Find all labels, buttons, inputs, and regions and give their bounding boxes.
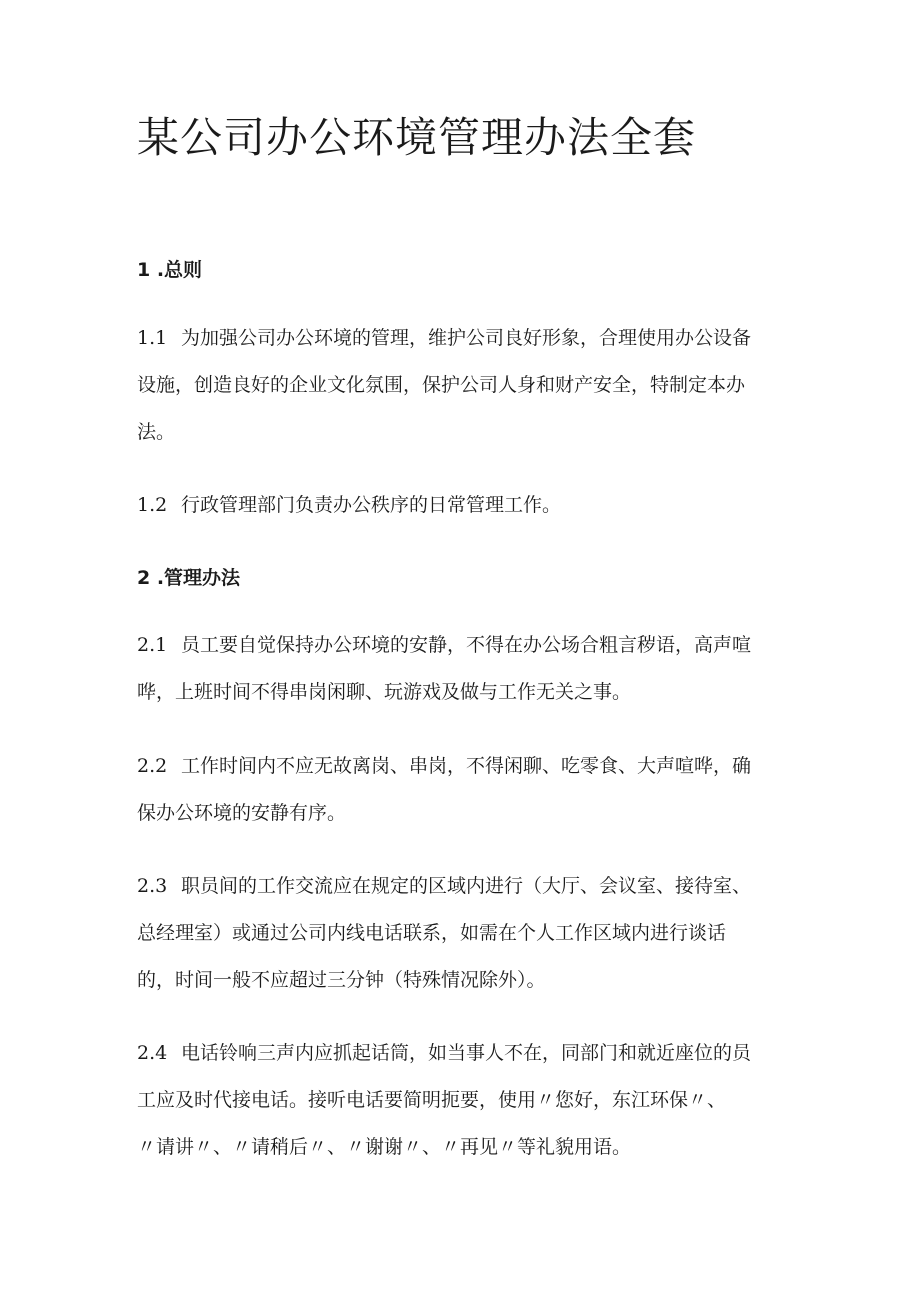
paragraph-2-4 <box>137 1030 787 1171</box>
paragraph-1-2 <box>137 482 787 529</box>
paragraph-1-1 <box>137 315 787 456</box>
paragraph-2-2 <box>137 743 787 837</box>
paragraph-number: 2.2 <box>137 755 168 777</box>
paragraph-line <box>137 622 787 669</box>
paragraph-line: 哗，上班时间不得串岗闲聊、玩游戏及做与工作无关之事。 <box>137 681 632 703</box>
paragraph-text: 工作时间内不应无故离岗、串岗，不得闲聊、吃零食、大声喧哗，确 <box>181 755 752 777</box>
paragraph-line <box>137 743 787 790</box>
paragraph-line: 总经理室）或通过公司内线电话联系，如需在个人工作区域内进行谈话 <box>137 922 727 944</box>
section-heading-management: 2 .管理办法 <box>137 567 241 589</box>
paragraph-line: 设施，创造良好的企业文化氛围，保护公司人身和财产安全，特制定本办 <box>137 374 746 396</box>
paragraph-number: 2.1 <box>137 634 168 656</box>
paragraph-number: 1.1 <box>137 327 168 349</box>
section-heading-general: 1 .总则 <box>137 259 203 281</box>
paragraph-line: 法。 <box>137 421 176 443</box>
paragraph-line <box>137 315 787 362</box>
paragraph-number: 1.2 <box>137 494 168 516</box>
paragraph-line: 〃请讲〃、〃请稍后〃、〃谢谢〃、〃再见〃等礼貌用语。 <box>137 1136 632 1158</box>
paragraph-line <box>137 482 787 529</box>
paragraph-text: 职员间的工作交流应在规定的区域内进行（大厅、会议室、接待室、 <box>181 875 752 897</box>
paragraph-line <box>137 863 787 910</box>
paragraph-line: 保办公环境的安静有序。 <box>137 802 347 824</box>
paragraph-line: 的，时间一般不应超过三分钟（特殊情况除外）。 <box>137 969 546 991</box>
paragraph-text: 员工要自觉保持办公环境的安静，不得在办公场合粗言秽语，高声喧 <box>181 634 752 656</box>
paragraph-number: 2.4 <box>137 1042 168 1064</box>
paragraph-text: 为加强公司办公环境的管理，维护公司良好形象，合理使用办公设备 <box>181 327 752 349</box>
paragraph-line: 工应及时代接电话。接听电话要简明扼要，使用〃您好，东江环保〃、 <box>137 1089 727 1111</box>
paragraph-2-3 <box>137 863 787 1004</box>
paragraph-text: 电话铃响三声内应抓起话筒，如当事人不在，同部门和就近座位的员 <box>181 1042 752 1064</box>
paragraph-text: 行政管理部门负责办公秩序的日常管理工作。 <box>181 494 562 516</box>
paragraph-number: 2.3 <box>137 875 168 897</box>
paragraph-line <box>137 1030 787 1077</box>
document-title: 某公司办公环境管理办法全套 <box>137 113 697 162</box>
paragraph-2-1 <box>137 622 787 716</box>
